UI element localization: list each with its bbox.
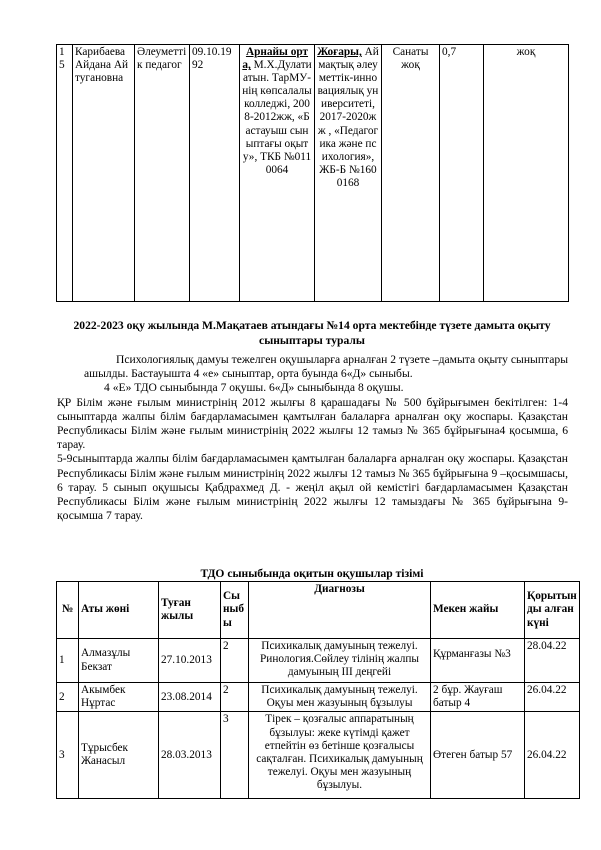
staff-table <box>56 44 569 302</box>
staff-row <box>57 45 569 302</box>
staff-name: Карибаева Айдана Айтугановна <box>73 45 135 302</box>
table-row <box>57 712 580 799</box>
student-address: Құрманғазы №3 <box>431 639 525 683</box>
header-name: Аты жөні <box>79 582 159 639</box>
student-number: 2 <box>57 683 79 712</box>
paragraph: ҚР Білім және ғылым министрінің 2012 жылғы 8 қарашадағы № 500 бұйрығымен бекітілген: 1-4 сыныптарда жалпы білім бағдарламасымен қамтылған балаларға арналған оқу жоспары. Қазақстан Республикасы Білім және ғылым министрінің 2022 жылғы 12 тамыз № 365 бұйрығына4 қосымша, 6 тарау. <box>57 395 568 452</box>
paragraph: 5-9сыныптарда жалпы білім бағдарламасымен қамтылған балаларға арналған оқу жоспары. Қазақстан Республикасы Білім және ғылым министрінің 2022 жылғы 12 тамыз № 365 бұйрығына 9 –қосымшасы, 6 тарау. 5 сынып оқушысы Қабдрахмед Д. - жеңіл ақыл ой кемістігі бағдарламасымен Қазақстан Республикасы Білім және ғылым министрінің 2022 жылғы 12 тамыздағы № 365 бұйрығына 9-қосымша 7 тарау. <box>57 452 568 523</box>
paragraph: 4 «Е» ТДО сыныбында 7 оқушы. 6«Д» сыныбында 8 оқушы. <box>104 381 404 395</box>
header-address: Мекен жайы <box>431 582 525 639</box>
student-birth-date: 27.10.2013 <box>159 639 221 683</box>
student-diagnosis: Психикалық дамуының тежелуі. Ринология.Сөйлеу тілінің жалпы дамуының ІІІ деңгейі <box>249 639 431 683</box>
paragraph: Психологиялық дамуы тежелген оқушыларға арналған 2 түзете –дамыта оқыту сыныптары ашылды. Бастауышта 4 «е» сыныптар, орта буында 6«Д» сыныбы. <box>84 353 568 381</box>
staff-education-higher <box>315 45 382 302</box>
staff-education-secondary <box>240 45 315 302</box>
header-number: № <box>57 582 79 639</box>
header-birth-year: Туған жылы <box>159 582 221 639</box>
staff-role: Әлеуметтік педагог <box>135 45 190 302</box>
staff-birth-date: 09.10.1992 <box>190 45 240 302</box>
student-conclusion-date: 26.04.22 <box>525 712 580 799</box>
education-higher-details: Аймақтық әлеуметтік-инновациялық университеті, 2017-2020жж , «Педагогика және психология», ЖБ-Б №1600168 <box>317 46 379 189</box>
student-name: Алмазұлы Бекзат <box>79 639 159 683</box>
student-diagnosis: Психикалық дамуының тежелуі. Оқуы мен жазуының бұзылуы <box>249 683 431 712</box>
table-row <box>57 683 580 712</box>
student-name: Тұрысбек Жанасыл <box>79 712 159 799</box>
staff-category: Санаты жоқ <box>382 45 440 302</box>
table-header-row <box>57 582 580 639</box>
education-secondary-level: Арнайы орта, <box>242 46 309 72</box>
body-text <box>57 353 568 523</box>
students-list-title: ТДО сыныбында оқитын оқушылар тізімі <box>200 567 424 580</box>
student-name: Акымбек Нұртас <box>79 683 159 712</box>
student-conclusion-date: 28.04.22 <box>525 639 580 683</box>
student-number: 1 <box>57 639 79 683</box>
student-birth-date: 28.03.2013 <box>159 712 221 799</box>
student-number: 3 <box>57 712 79 799</box>
student-diagnosis: Тірек – қозғалыс аппаратының бұзылуы: жеке күтімді қажет етпейтін өз бетінше қозғалысы сақталған. Психикалық дамуының тежелуі. Оқуы мен жазуының бұзылуы. <box>249 712 431 799</box>
section-heading: 2022-2023 оқу жылында М.Мақатаев атындағы №14 орта мектебінде түзете дамыта оқыту сыныптары туралы <box>73 319 551 347</box>
student-conclusion-date: 26.04.22 <box>525 683 580 712</box>
staff-rate: 0,7 <box>440 45 484 302</box>
header-diagnosis: Диагнозы <box>249 582 431 639</box>
student-grade: 2 <box>221 639 249 683</box>
students-table <box>56 581 580 799</box>
table-row <box>57 639 580 683</box>
header-conclusion-date: Қорытынды алған күні <box>525 582 580 639</box>
education-higher-level: Жоғары, <box>317 46 362 58</box>
education-secondary-details: М.Х.Дулати атын. ТарМУ-нің көпсалалы колледжі, 2008-2012жж, «Бастауыш сыныптағы оқыту», ТКБ №0110064 <box>242 59 312 176</box>
student-address: Өтеген батыр 57 <box>431 712 525 799</box>
student-birth-date: 23.08.2014 <box>159 683 221 712</box>
student-address: 2 бұр. Жауғаш батыр 4 <box>431 683 525 712</box>
student-grade: 2 <box>221 683 249 712</box>
header-grade: Сыныбы <box>221 582 249 639</box>
student-grade: 3 <box>221 712 249 799</box>
staff-extra: жоқ <box>484 45 569 302</box>
staff-number: 15 <box>57 45 73 302</box>
